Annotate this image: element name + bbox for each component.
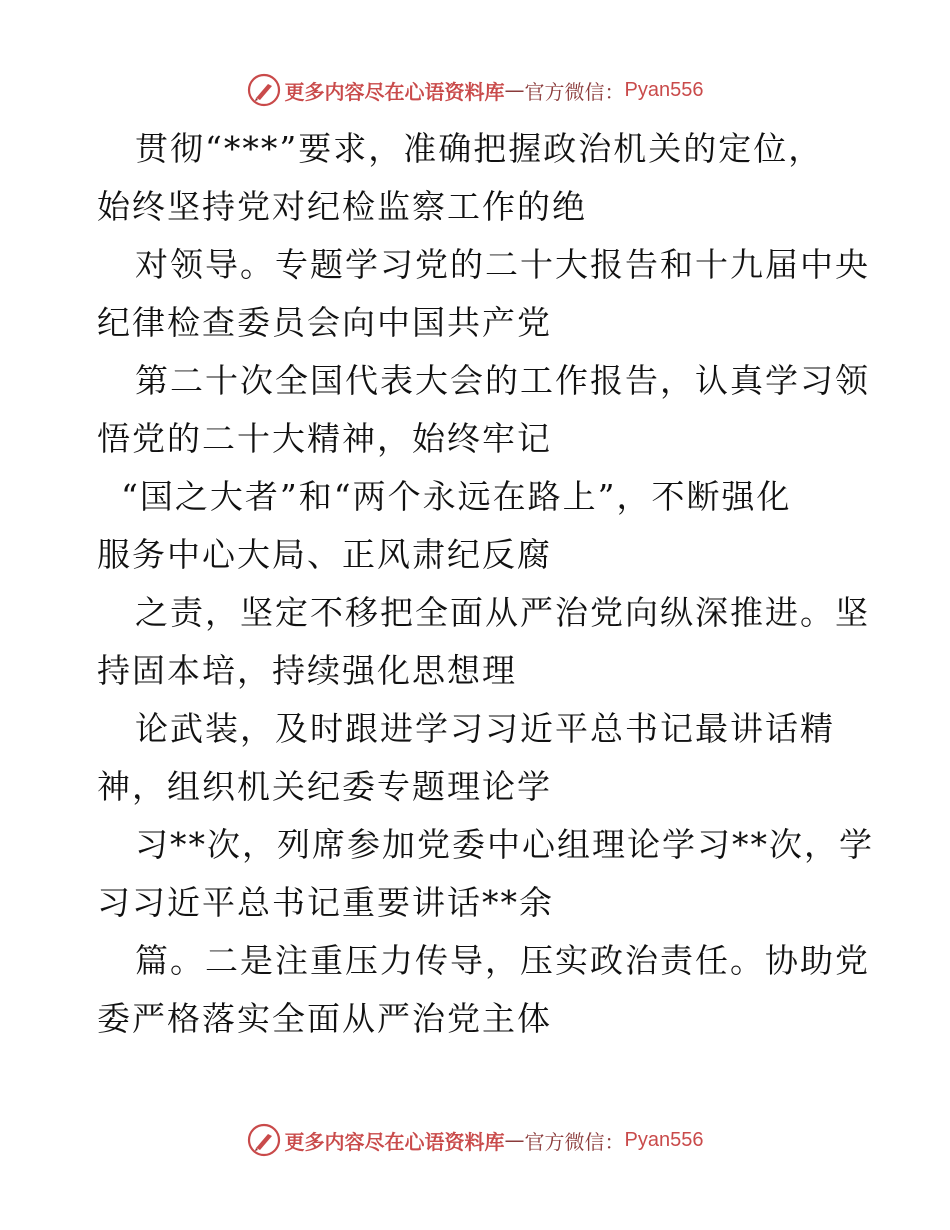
text-line: 始终坚持党对纪检监察工作的绝 (97, 187, 587, 226)
text-line: 习习近平总书记重要讲话**余 (97, 883, 554, 922)
text-line: 之责，坚定不移把全面从严治党向纵深推进。坚 (135, 593, 870, 632)
banner-wechat-id: Pyan556 (624, 78, 704, 101)
text-line: 对领导。专题学习党的二十大报告和十九届中央 (135, 245, 870, 284)
text-line: 悟党的二十大精神，始终牢记 (97, 419, 552, 458)
banner-wechat-label: 官方微信： (524, 79, 625, 104)
document-body (97, 120, 874, 1048)
banner-wechat-id: Pyan556 (624, 1128, 704, 1151)
banner-dash: — (504, 78, 525, 102)
text-line: 服务中心大局、正风肃纪反腐 (97, 535, 552, 574)
text-line: 委严格落实全面从严治党主体 (97, 999, 552, 1038)
text-line: 持固本培，持续强化思想理 (97, 651, 517, 690)
text-line: “国之大者”和“两个永远在路上”，不断强化 (121, 477, 792, 516)
text-line: 第二十次全国代表大会的工作报告，认真学习领 (135, 361, 870, 400)
text-line: 纪律检查委员会向中国共产党 (97, 303, 552, 342)
footer-watermark-banner (0, 1120, 950, 1160)
banner-site-name: 更多内容尽在心语资料库 (284, 1129, 505, 1154)
text-line: 习**次，列席参加党委中心组理论学习**次，学 (135, 825, 874, 864)
header-watermark-banner (0, 70, 950, 110)
text-line: 贯彻“***”要求，准确把握政治机关的定位， (135, 129, 824, 168)
banner-site-name: 更多内容尽在心语资料库 (284, 79, 505, 104)
pen-logo-icon (247, 73, 281, 107)
banner-wechat-label: 官方微信： (524, 1129, 625, 1154)
text-line: 篇。二是注重压力传导，压实政治责任。协助党 (135, 941, 870, 980)
text-line: 神，组织机关纪委专题理论学 (97, 767, 552, 806)
pen-logo-icon (247, 1123, 281, 1157)
banner-dash: — (504, 1128, 525, 1152)
text-line: 论武装，及时跟进学习习近平总书记最讲话精 (135, 709, 835, 748)
